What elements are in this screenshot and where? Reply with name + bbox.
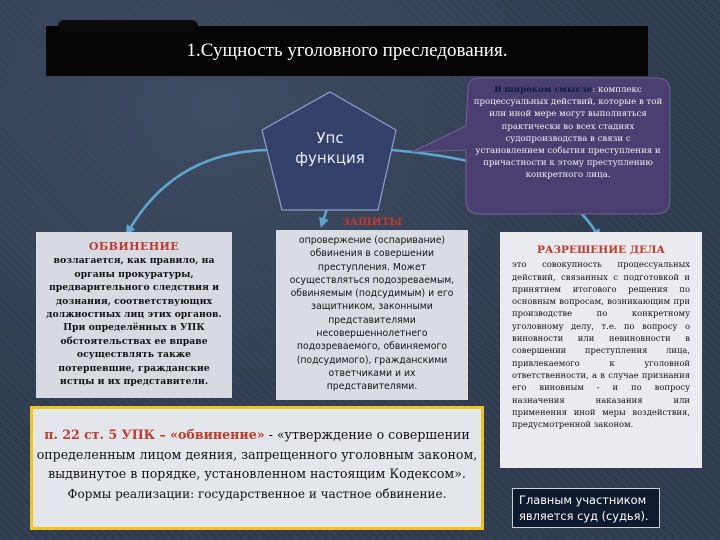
defense-text: опровержение (оспаривание) обвинения в совершении преступления. Может осуществляться подозреваемым, обвиняемым (подсудимым) и его защитником, законными представителями несовершеннолетнего подозреваемого, обвиняемого (подсудимого), гражданскими ответчиками и их представителями. (289, 235, 455, 393)
conclusion-box: Главным участником является суд (судья). (512, 488, 660, 528)
function-label (270, 128, 390, 168)
broad-sense-emphasis: В широком смысле (494, 85, 593, 95)
prosecution-panel (36, 232, 232, 398)
prosecution-heading: ОБВИНЕНИЕ (88, 240, 180, 253)
definition-text: - «утверждение о совершении определенным лицом деяния, запрещенного уголовным законом, выдвинутое в порядке, установленном настоящим Кодексом». (36, 427, 478, 481)
function-label-line1: Упс (316, 129, 344, 147)
defense-panel (276, 216, 468, 400)
resolution-text: это совокупность процессуальных действий, связанных с подготовкой и принятием итогового решения по основным вопросам, возникающим при производстве по конкретному уголовному делу, т.е. по вопросу о виновности или невиновности в совершении преступления лица, привлекаемого к уголовной ответственности, а в случае признания его виновным - и по вопросу назначения наказания или применения иной меры воздействия, предусмотренной законом. (512, 259, 690, 430)
arrow-to-prosecution (128, 150, 272, 232)
broad-sense-text (470, 84, 666, 182)
definition-reference: п. 22 ст. 5 УПК – «обвинение» (44, 427, 265, 442)
defense-heading: ЗАЩИТЫ (341, 216, 403, 228)
resolution-panel (500, 232, 702, 468)
prosecution-text: возлагается, как правило, на органы прокуратуры, предварительного следствия и дознания, соответствующих должностных лиц этих органов. При определённых в УПК обстоятельствах ее вправе осуществлять также потерпевшие, гражданские истцы и их представители. (46, 255, 222, 388)
definition-box (30, 406, 484, 530)
page-title: 1.Сущность уголовного преследования. (186, 40, 508, 61)
resolution-heading: РАЗРЕШЕНИЕ ДЕЛА (537, 244, 665, 256)
definition-forms: Формы реализации: государственное и частное обвинение. (67, 486, 447, 501)
function-label-line2: функция (295, 149, 365, 167)
broad-sense-body: : комплекс процессуальных действий, которые в той или иной мере могут выполняться практически во всех стадиях судопроизводства в связи с установлением события преступления и причастности к этому преступлению конкретного лица. (473, 85, 663, 181)
